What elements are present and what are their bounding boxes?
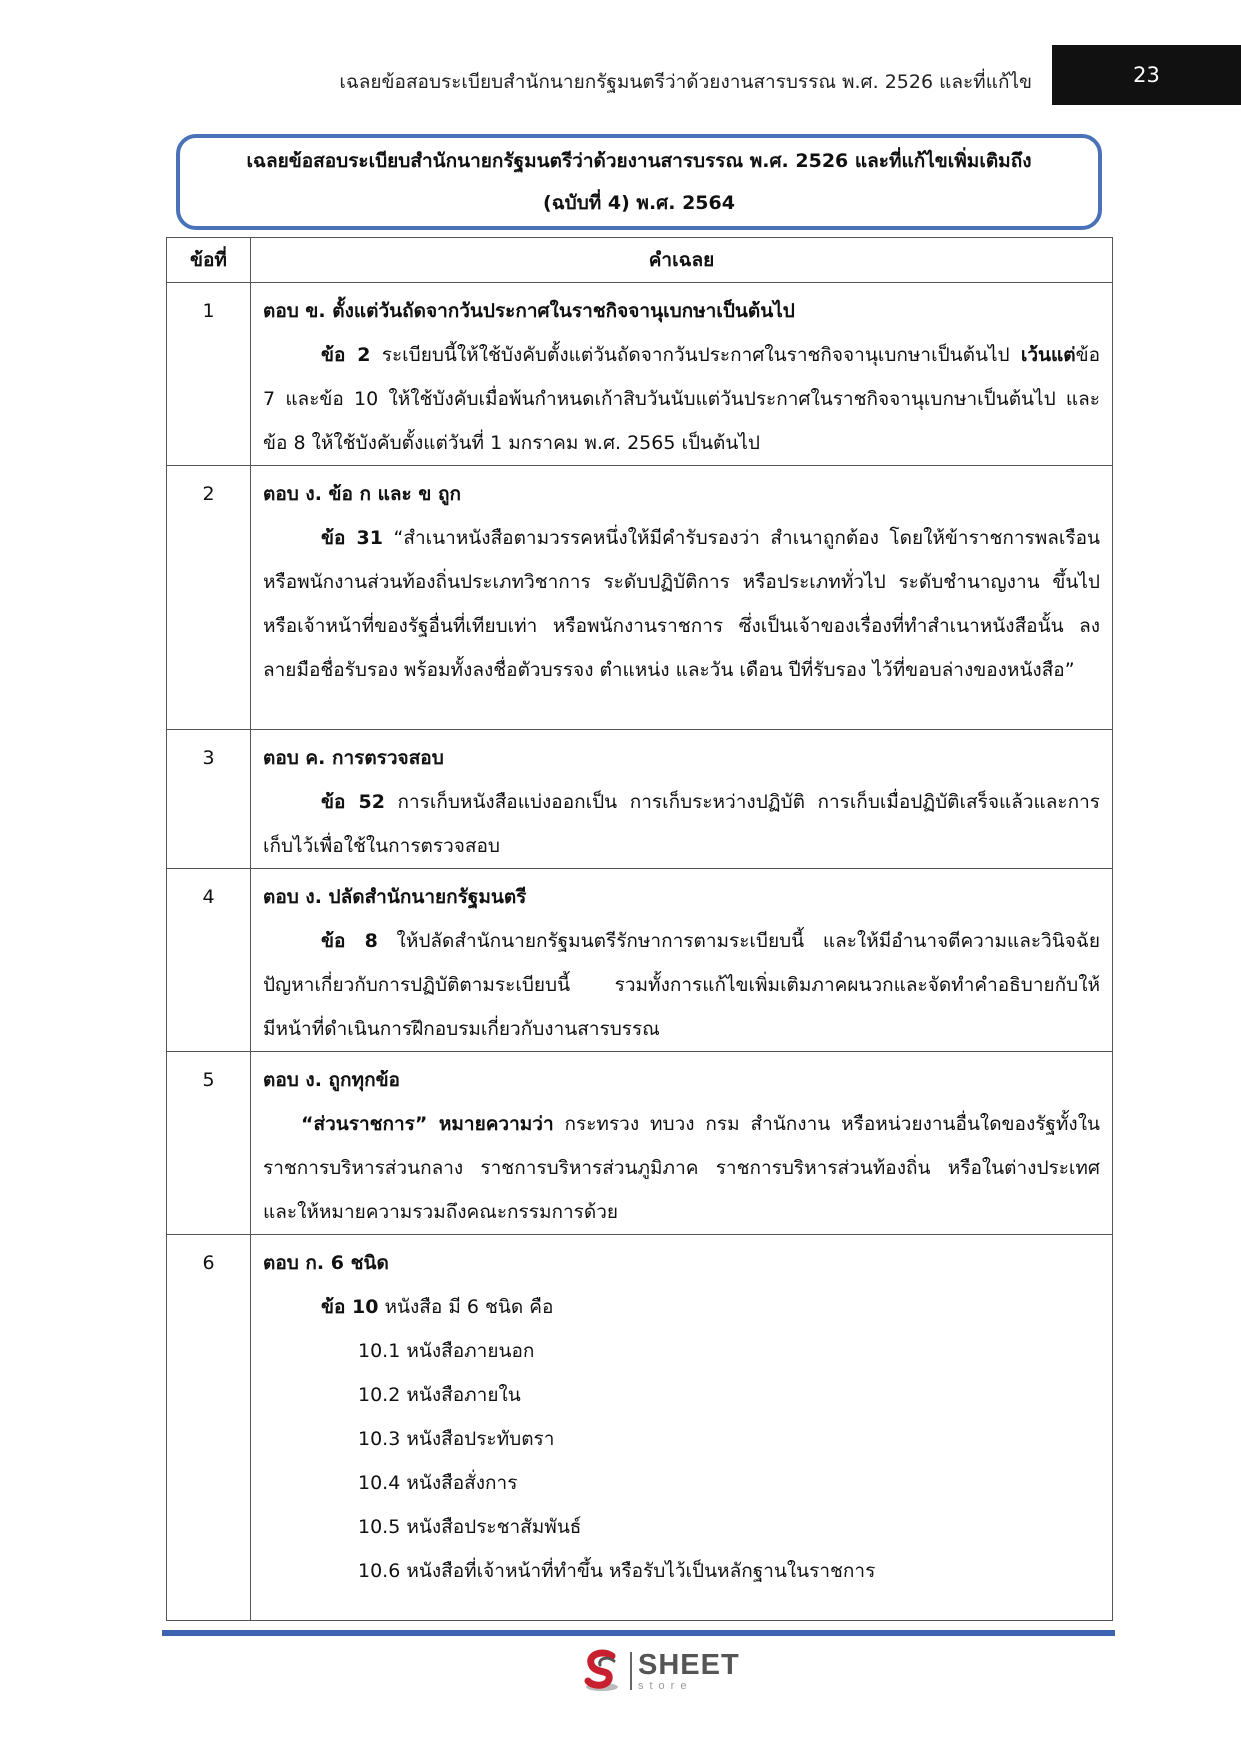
explanation	[263, 1102, 1100, 1234]
row-number: 3	[167, 730, 251, 869]
explanation	[263, 1285, 1100, 1329]
row-number: 6	[167, 1235, 251, 1621]
list-item: 10.2 หนังสือภายใน	[358, 1384, 521, 1406]
sheet-store-logo	[578, 1646, 740, 1696]
row-number: 4	[167, 869, 251, 1052]
header-answer: คำเฉลย	[251, 238, 1113, 283]
explanation	[263, 780, 1100, 868]
explanation-text: “สำเนาหนังสือตามวรรคหนึ่งให้มีคำรับรองว่า สำเนาถูกต้อง โดยให้ข้าราชการพลเรือนหรือพนักงานส่วนท้องถิ่นประเภทวิชาการ ระดับปฏิบัติการ หรือประเภททั่วไป ระดับชำนาญงาน ขึ้นไปหรือเจ้าหน้าที่ของรัฐอื่นที่เทียบเท่า หรือพนักงานราชการ ซึ่งเป็นเจ้าของเรื่องที่ทำสำเนาหนังสือนั้น ลงลายมือชื่อรับรอง พร้อมทั้งลงชื่อตัวบรรจง ตำแหน่ง และวัน เดือน ปีที่รับรอง ไว้ที่ขอบล่างของหนังสือ”	[263, 527, 1100, 681]
article-ref: ข้อ 8	[321, 930, 378, 952]
answer-choice: ตอบ ง. ถูกทุกข้อ	[263, 1069, 400, 1091]
running-header: เฉลยข้อสอบระเบียบสำนักนายกรัฐมนตรีว่าด้วยงานสารบรรณ พ.ศ. 2526 และที่แก้ไข	[339, 71, 1032, 93]
answer-choice: ตอบ ง. ข้อ ก และ ข ถูก	[263, 483, 461, 505]
row-answer	[251, 730, 1113, 869]
footer-rule	[162, 1630, 1115, 1636]
header-number: ข้อที่	[167, 238, 251, 283]
answer-choice: ตอบ ค. การตรวจสอบ	[263, 747, 444, 769]
row-answer	[251, 1235, 1113, 1621]
table-row	[167, 283, 1113, 466]
title-line-2: (ฉบับที่ 4) พ.ศ. 2564	[543, 192, 735, 214]
explanation-emphasis: เว้นแต่	[1020, 344, 1076, 366]
list-item: 10.6 หนังสือที่เจ้าหน้าที่ทำขึ้น หรือรับไว้เป็นหลักฐานในราชการ	[358, 1560, 876, 1582]
article-ref: ข้อ 31	[321, 527, 383, 549]
article-ref: ข้อ 2	[321, 344, 371, 366]
explanation	[263, 919, 1100, 1051]
list-item: 10.3 หนังสือประทับตรา	[358, 1428, 555, 1450]
row-number: 2	[167, 466, 251, 730]
explanation	[263, 333, 1100, 465]
answer-choice: ตอบ ข. ตั้งแต่วันถัดจากวันประกาศในราชกิจจานุเบกษาเป็นต้นไป	[263, 300, 795, 322]
article-ref: ข้อ 10	[321, 1296, 379, 1318]
row-number: 1	[167, 283, 251, 466]
table-row	[167, 1235, 1113, 1621]
explanation-text: กระทรวง ทบวง กรม สำนักงาน หรือหน่วยงานอื่นใดของรัฐทั้งในราชการบริหารส่วนกลาง ราชการบริหารส่วนภูมิภาค ราชการบริหารส่วนท้องถิ่น หรือในต่างประเทศและให้หมายความรวมถึงคณะกรรมการด้วย	[263, 1113, 1100, 1223]
list-item: 10.4 หนังสือสั่งการ	[358, 1472, 518, 1494]
article-ref: “ส่วนราชการ” หมายความว่า	[301, 1113, 554, 1135]
title-line-1: เฉลยข้อสอบระเบียบสำนักนายกรัฐมนตรีว่าด้วยงานสารบรรณ พ.ศ. 2526 และที่แก้ไขเพิ่มเติมถึง	[246, 150, 1032, 172]
list-item: 10.5 หนังสือประชาสัมพันธ์	[358, 1516, 582, 1538]
list-item: 10.1 หนังสือภายนอก	[358, 1340, 535, 1362]
sheet-store-logo-icon	[578, 1647, 626, 1695]
explanation-text: หนังสือ มี 6 ชนิด คือ	[378, 1296, 554, 1318]
logo-text: SHEET	[638, 1648, 740, 1681]
explanation-text: ข้อ 7 และข้อ 10 ให้ใช้บังคับเมื่อพ้นกำหนดเก้าสิบวันนับแต่วันประกาศในราชกิจจานุเบกษาเป็นต้นไป และข้อ 8 ให้ใช้บังคับตั้งแต่วันที่ 1 มกราคม พ.ศ. 2565 เป็นต้นไป	[263, 344, 1100, 454]
answer-table	[166, 237, 1113, 1621]
title-box	[176, 134, 1102, 230]
explanation-text: ระเบียบนี้ให้ใช้บังคับตั้งแต่วันถัดจากวันประกาศในราชกิจจานุเบกษาเป็นต้นไป	[370, 344, 1021, 366]
table-row	[167, 466, 1113, 730]
table-row	[167, 730, 1113, 869]
table-row	[167, 1052, 1113, 1235]
page-number: 23	[1052, 45, 1241, 105]
table-header-row	[167, 238, 1113, 283]
explanation-text: ให้ปลัดสำนักนายกรัฐมนตรีรักษาการตามระเบียบนี้ และให้มีอำนาจตีความและวินิจฉัยปัญหาเกี่ยวกับการปฏิบัติตามระเบียบนี้ รวมทั้งการแก้ไขเพิ่มเติมภาคผนวกและจัดทำคำอธิบายกับให้มีหน้าที่ดำเนินการฝึกอบรมเกี่ยวกับงานสารบรรณ	[263, 930, 1100, 1040]
table-row	[167, 869, 1113, 1052]
row-answer	[251, 869, 1113, 1052]
explanation-text: การเก็บหนังสือแบ่งออกเป็น การเก็บระหว่างปฏิบัติ การเก็บเมื่อปฏิบัติเสร็จแล้วและการเก็บไว้เพื่อใช้ในการตรวจสอบ	[263, 791, 1100, 857]
row-number: 5	[167, 1052, 251, 1235]
answer-choice: ตอบ ง. ปลัดสำนักนายกรัฐมนตรี	[263, 886, 527, 908]
logo-separator	[630, 1652, 632, 1690]
explanation	[263, 516, 1100, 692]
logo-wordmark	[638, 1648, 740, 1692]
row-answer	[251, 283, 1113, 466]
row-answer	[251, 466, 1113, 730]
row-answer	[251, 1052, 1113, 1235]
answer-choice: ตอบ ก. 6 ชนิด	[263, 1252, 389, 1274]
article-ref: ข้อ 52	[321, 791, 385, 813]
logo-subtext: store	[638, 1679, 693, 1692]
